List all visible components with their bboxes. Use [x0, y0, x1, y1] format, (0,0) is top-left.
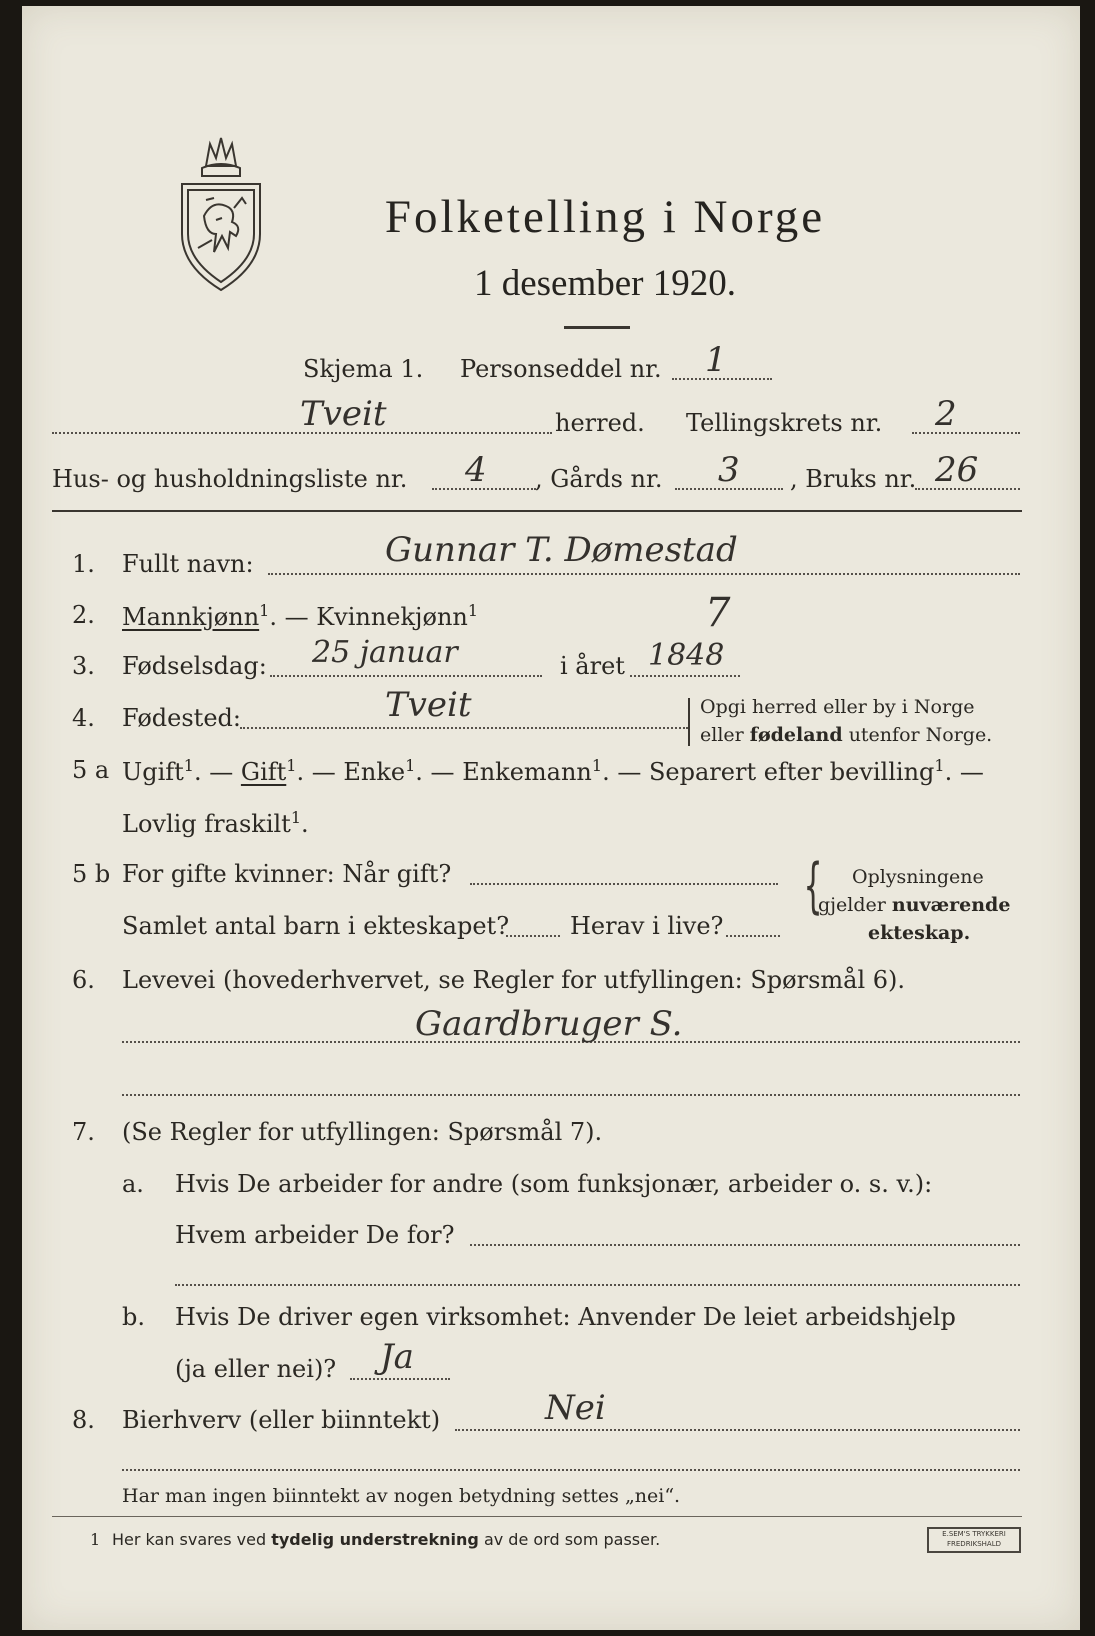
q3-label: Fødselsdag:: [122, 652, 267, 680]
skjema-label: Skjema 1.: [303, 355, 424, 383]
q4-note-bold: fødeland: [749, 724, 843, 746]
personseddel-label: Personseddel nr.: [460, 355, 662, 383]
q7b-number: b.: [122, 1303, 145, 1331]
q2-options[interactable]: [122, 601, 478, 631]
full-name-value[interactable]: Gunnar T. Dømestad: [385, 530, 738, 570]
bruks-value[interactable]: 26: [935, 450, 979, 490]
q5b-note-line2: gjelder nuværende: [818, 894, 1011, 916]
husliste-value[interactable]: 4: [465, 450, 487, 490]
q7a-question: Hvem arbeider De for?: [175, 1221, 455, 1249]
q7a-line-1[interactable]: [470, 1244, 1020, 1246]
q2-footnote-mark: 1: [259, 601, 270, 620]
q1-number: 1.: [72, 550, 95, 578]
printer-stamp-line2: FREDRIKSHALD: [946, 1540, 1001, 1548]
q7b-line: [350, 1378, 450, 1380]
side-income-value[interactable]: Nei: [545, 1388, 606, 1428]
occupation-value[interactable]: Gaardbruger S.: [415, 1004, 683, 1044]
herred-value[interactable]: Tveit: [300, 394, 387, 434]
gards-value[interactable]: 3: [718, 450, 740, 490]
hired-help-value[interactable]: Ja: [380, 1337, 414, 1377]
q4-line: [240, 727, 688, 729]
q5b-married-line[interactable]: [470, 883, 778, 885]
q4-label: Fødested:: [122, 704, 241, 732]
personseddel-value[interactable]: 1: [705, 340, 727, 380]
q6-number: 6.: [72, 966, 95, 994]
q4-note-line2: eller fødeland utenfor Norge.: [700, 724, 993, 746]
q5b-note-line3: ekteskap.: [868, 922, 971, 944]
title-divider: [564, 326, 630, 329]
gift-option[interactable]: Gift: [240, 758, 287, 786]
bruks-label: , Bruks nr.: [790, 465, 917, 493]
q3-date-line: [270, 675, 542, 677]
gards-label: , Gårds nr.: [535, 465, 663, 493]
herred-label: herred.: [555, 409, 645, 437]
q8-line-1: [455, 1429, 1020, 1431]
husliste-label: Hus- og husholdningsliste nr.: [52, 465, 408, 493]
separert-option[interactable]: Separert efter bevilling: [648, 758, 935, 786]
q7a-line-2[interactable]: [175, 1284, 1020, 1286]
form-title: Folketelling i Norge: [384, 191, 826, 243]
tellingskrets-line: [912, 432, 1020, 434]
mannkjonn-option[interactable]: Mannkjønn: [122, 603, 260, 631]
footnote-separator: [52, 1516, 1022, 1517]
birthplace-value[interactable]: Tveit: [385, 685, 472, 725]
ugift-option[interactable]: Ugift: [122, 758, 184, 786]
footnote-number: 1: [90, 1530, 101, 1549]
q7b-label: Hvis De driver egen virksomhet: Anvender De leiet arbeidshjelp: [175, 1303, 956, 1331]
birth-date-value[interactable]: 25 januar: [312, 635, 458, 670]
header-separator: [52, 510, 1022, 512]
q5b-alive-line[interactable]: [726, 935, 780, 937]
tellingskrets-label: Tellingskrets nr.: [686, 409, 883, 437]
q6-line-2: [122, 1094, 1020, 1096]
enke-option[interactable]: Enke: [343, 758, 406, 786]
q3-year-line: [630, 675, 740, 677]
footnote-text: Her kan svares ved tydelig understrekning av de ord som passer.: [112, 1530, 661, 1549]
q2-footnote-mark-2: 1: [467, 601, 479, 620]
q4-note-brace: [688, 698, 690, 746]
q5b-children-line[interactable]: [506, 935, 560, 937]
printer-stamp-line1: E.SEM'S TRYKKERI: [942, 1530, 1006, 1538]
nei-instruction: Har man ingen biinntekt av nogen betydning settes „nei“.: [122, 1485, 681, 1507]
q7a-number: a.: [122, 1170, 144, 1198]
q7-number: 7.: [72, 1118, 95, 1146]
q7-label: (Se Regler for utfyllingen: Spørsmål 7).: [122, 1118, 603, 1146]
q5b-children-label: Samlet antal barn i ekteskapet?: [122, 912, 510, 940]
q4-note-line1: Opgi herred eller by i Norge: [700, 696, 975, 718]
q5a-options-line2[interactable]: Lovlig fraskilt$^1$.: [122, 808, 309, 838]
q7a-label: Hvis De arbeider for andre (som funksjonær, arbeider o. s. v.):: [175, 1170, 933, 1198]
form-date: 1 desember 1920.: [473, 263, 737, 304]
enkemann-option[interactable]: Enkemann: [462, 758, 592, 786]
q7b-question: (ja eller nei)?: [175, 1355, 337, 1383]
q6-label: Levevei (hovederhvervet, se Regler for utfyllingen: Spørsmål 6).: [122, 966, 906, 994]
q4-number: 4.: [72, 704, 95, 732]
kvinnekjonn-option[interactable]: . — Kvinnekjønn: [269, 603, 468, 631]
q8-label: Bierhverv (eller biinntekt): [122, 1406, 441, 1434]
q8-number: 8.: [72, 1406, 95, 1434]
q5a-number: 5 a: [72, 756, 110, 784]
q1-line: [268, 573, 1020, 575]
q5b-number: 5 b: [72, 860, 111, 888]
fraskilt-option[interactable]: Lovlig fraskilt: [122, 810, 291, 838]
q5b-note-line1: Oplysningene: [852, 866, 984, 888]
q2-handwritten-mark: 7: [705, 590, 731, 636]
birth-year-value[interactable]: 1848: [648, 638, 725, 673]
tellingskrets-value[interactable]: 2: [935, 394, 957, 434]
q3-year-label: i året: [560, 652, 625, 680]
q5b-label: For gifte kvinner: Når gift?: [122, 860, 452, 888]
q5b-note-brace: {: [803, 851, 823, 921]
q3-number: 3.: [72, 652, 95, 680]
q5b-alive-label: Herav i live?: [570, 912, 724, 940]
q8-line-2: [122, 1469, 1020, 1471]
printer-stamp: [927, 1527, 1021, 1553]
q1-label: Fullt navn:: [122, 550, 254, 578]
q5a-options[interactable]: Ugift$^1$. — Gift$^1$. — Enke$^1$. — Enkemann$^1$. — Separert efter bevilling$^1$. —: [122, 756, 984, 786]
q2-number: 2.: [72, 601, 95, 629]
